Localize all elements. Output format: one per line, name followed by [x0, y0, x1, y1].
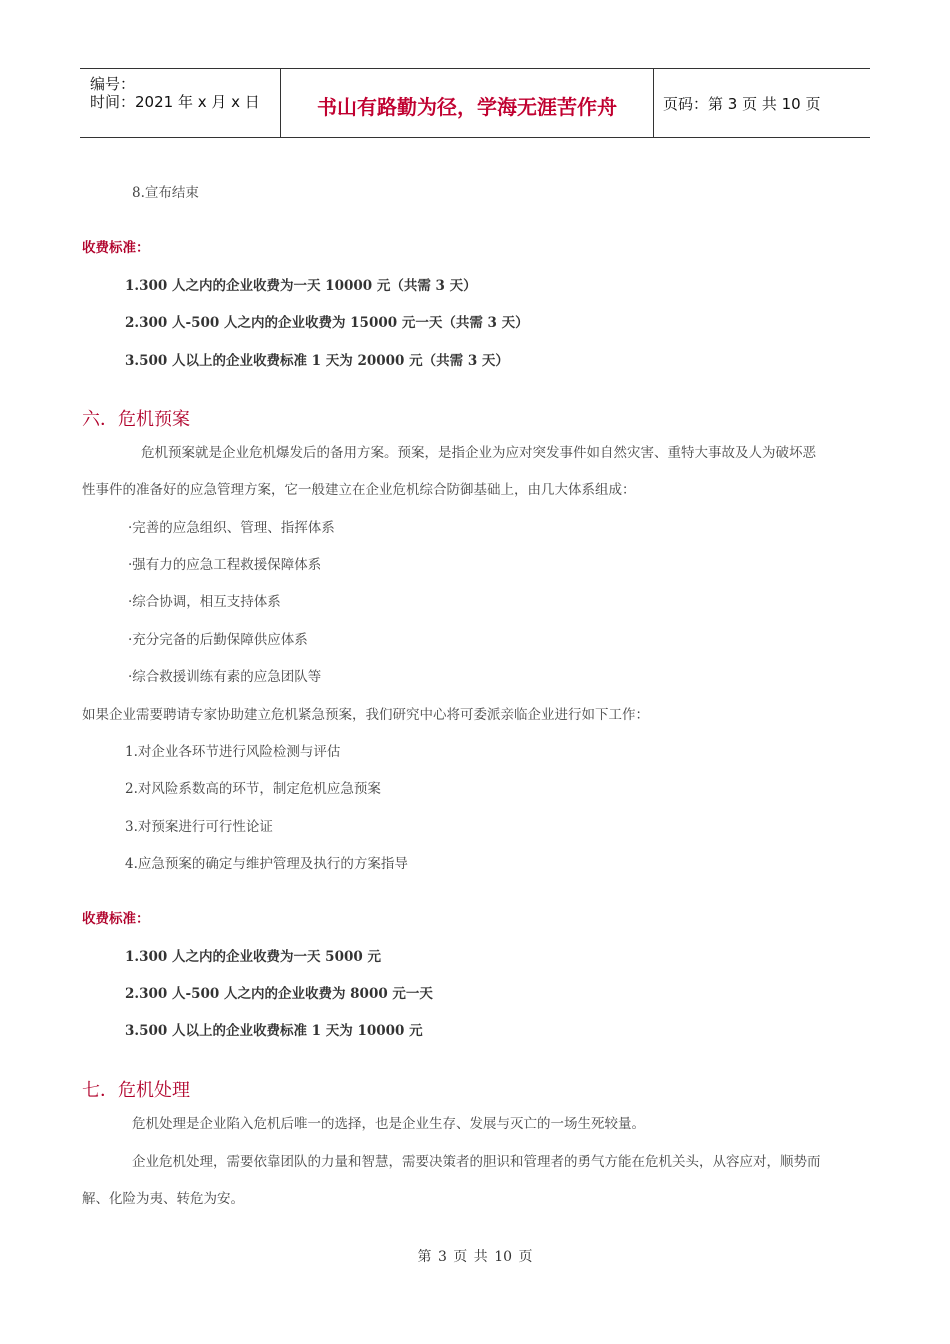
fee-standard-title: 收费标准：	[82, 240, 150, 256]
header-page-info: 页码：第 3 页 共 10 页	[663, 95, 821, 113]
system-bullet-item: ·充分完备的后勤保障供应体系	[128, 632, 308, 648]
expert-service-line: 如果企业需要聘请专家协助建立危机紧急预案，我们研究中心将可委派亲临企业进行如下工作：	[82, 707, 649, 723]
section-6-intro-line-1: 危机预案就是企业危机爆发后的备用方案。预案，是指企业为应对突发事件如自然灾害、重特大事故及人为破坏恶	[141, 445, 816, 461]
fee-standard-title: 收费标准：	[82, 911, 150, 927]
section-7-paragraph-2-line-1: 企业危机处理，需要依靠团队的力量和智慧，需要决策者的胆识和管理者的勇气方能在危机关头，从容应对，顺势而	[132, 1154, 821, 1170]
fee-item: 2.300 人-500 人之内的企业收费为 15000 元一天（共需 3 天）	[125, 315, 529, 331]
fee-item: 1.300 人之内的企业收费为一天 5000 元	[125, 949, 381, 965]
section-7-paragraph-2-line-2: 解、化险为夷、转危为安。	[82, 1191, 244, 1207]
system-bullet-item: ·强有力的应急工程救援保障体系	[128, 557, 322, 573]
work-step-item: 3.对预案进行可行性论证	[125, 819, 273, 835]
work-step-item: 2.对风险系数高的环节，制定危机应急预案	[125, 781, 381, 797]
step-8-text: 8.宣布结束	[132, 185, 199, 201]
system-bullet-item: ·综合救援训练有素的应急团队等	[128, 669, 322, 685]
fee-item: 2.300 人-500 人之内的企业收费为 8000 元一天	[125, 986, 433, 1002]
section-7-title: 七．危机处理	[82, 1080, 190, 1101]
system-bullet-item: ·综合协调，相互支持体系	[128, 594, 281, 610]
header-page-cell	[653, 69, 870, 137]
work-step-item: 1.对企业各环节进行风险检测与评估	[125, 744, 341, 760]
header-meta-cell	[80, 69, 280, 137]
fee-item: 3.500 人以上的企业收费标准 1 天为 10000 元	[125, 1023, 423, 1039]
system-bullet-item: ·完善的应急组织、管理、指挥体系	[128, 520, 335, 536]
header-motto: 书山有路勤为径，学海无涯苦作舟	[317, 95, 617, 119]
page-footer: 第 3 页 共 10 页	[417, 1249, 533, 1265]
section-7-paragraph-1: 危机处理是企业陷入危机后唯一的选择，也是企业生存、发展与灭亡的一场生死较量。	[132, 1116, 645, 1132]
section-6-intro-line-2: 性事件的准备好的应急管理方案，它一般建立在企业危机综合防御基础上，由几大体系组成：	[82, 482, 636, 498]
fee-item: 1.300 人之内的企业收费为一天 10000 元（共需 3 天）	[125, 278, 477, 294]
document-time-label: 时间：2021 年 x 月 x 日	[90, 93, 260, 111]
document-number-label: 编号：	[90, 75, 136, 93]
header-motto-cell	[280, 69, 654, 137]
work-step-item: 4.应急预案的确定与维护管理及执行的方案指导	[125, 856, 408, 872]
page-header	[80, 68, 870, 138]
fee-item: 3.500 人以上的企业收费标准 1 天为 20000 元（共需 3 天）	[125, 353, 509, 369]
section-6-title: 六．危机预案	[82, 409, 190, 430]
